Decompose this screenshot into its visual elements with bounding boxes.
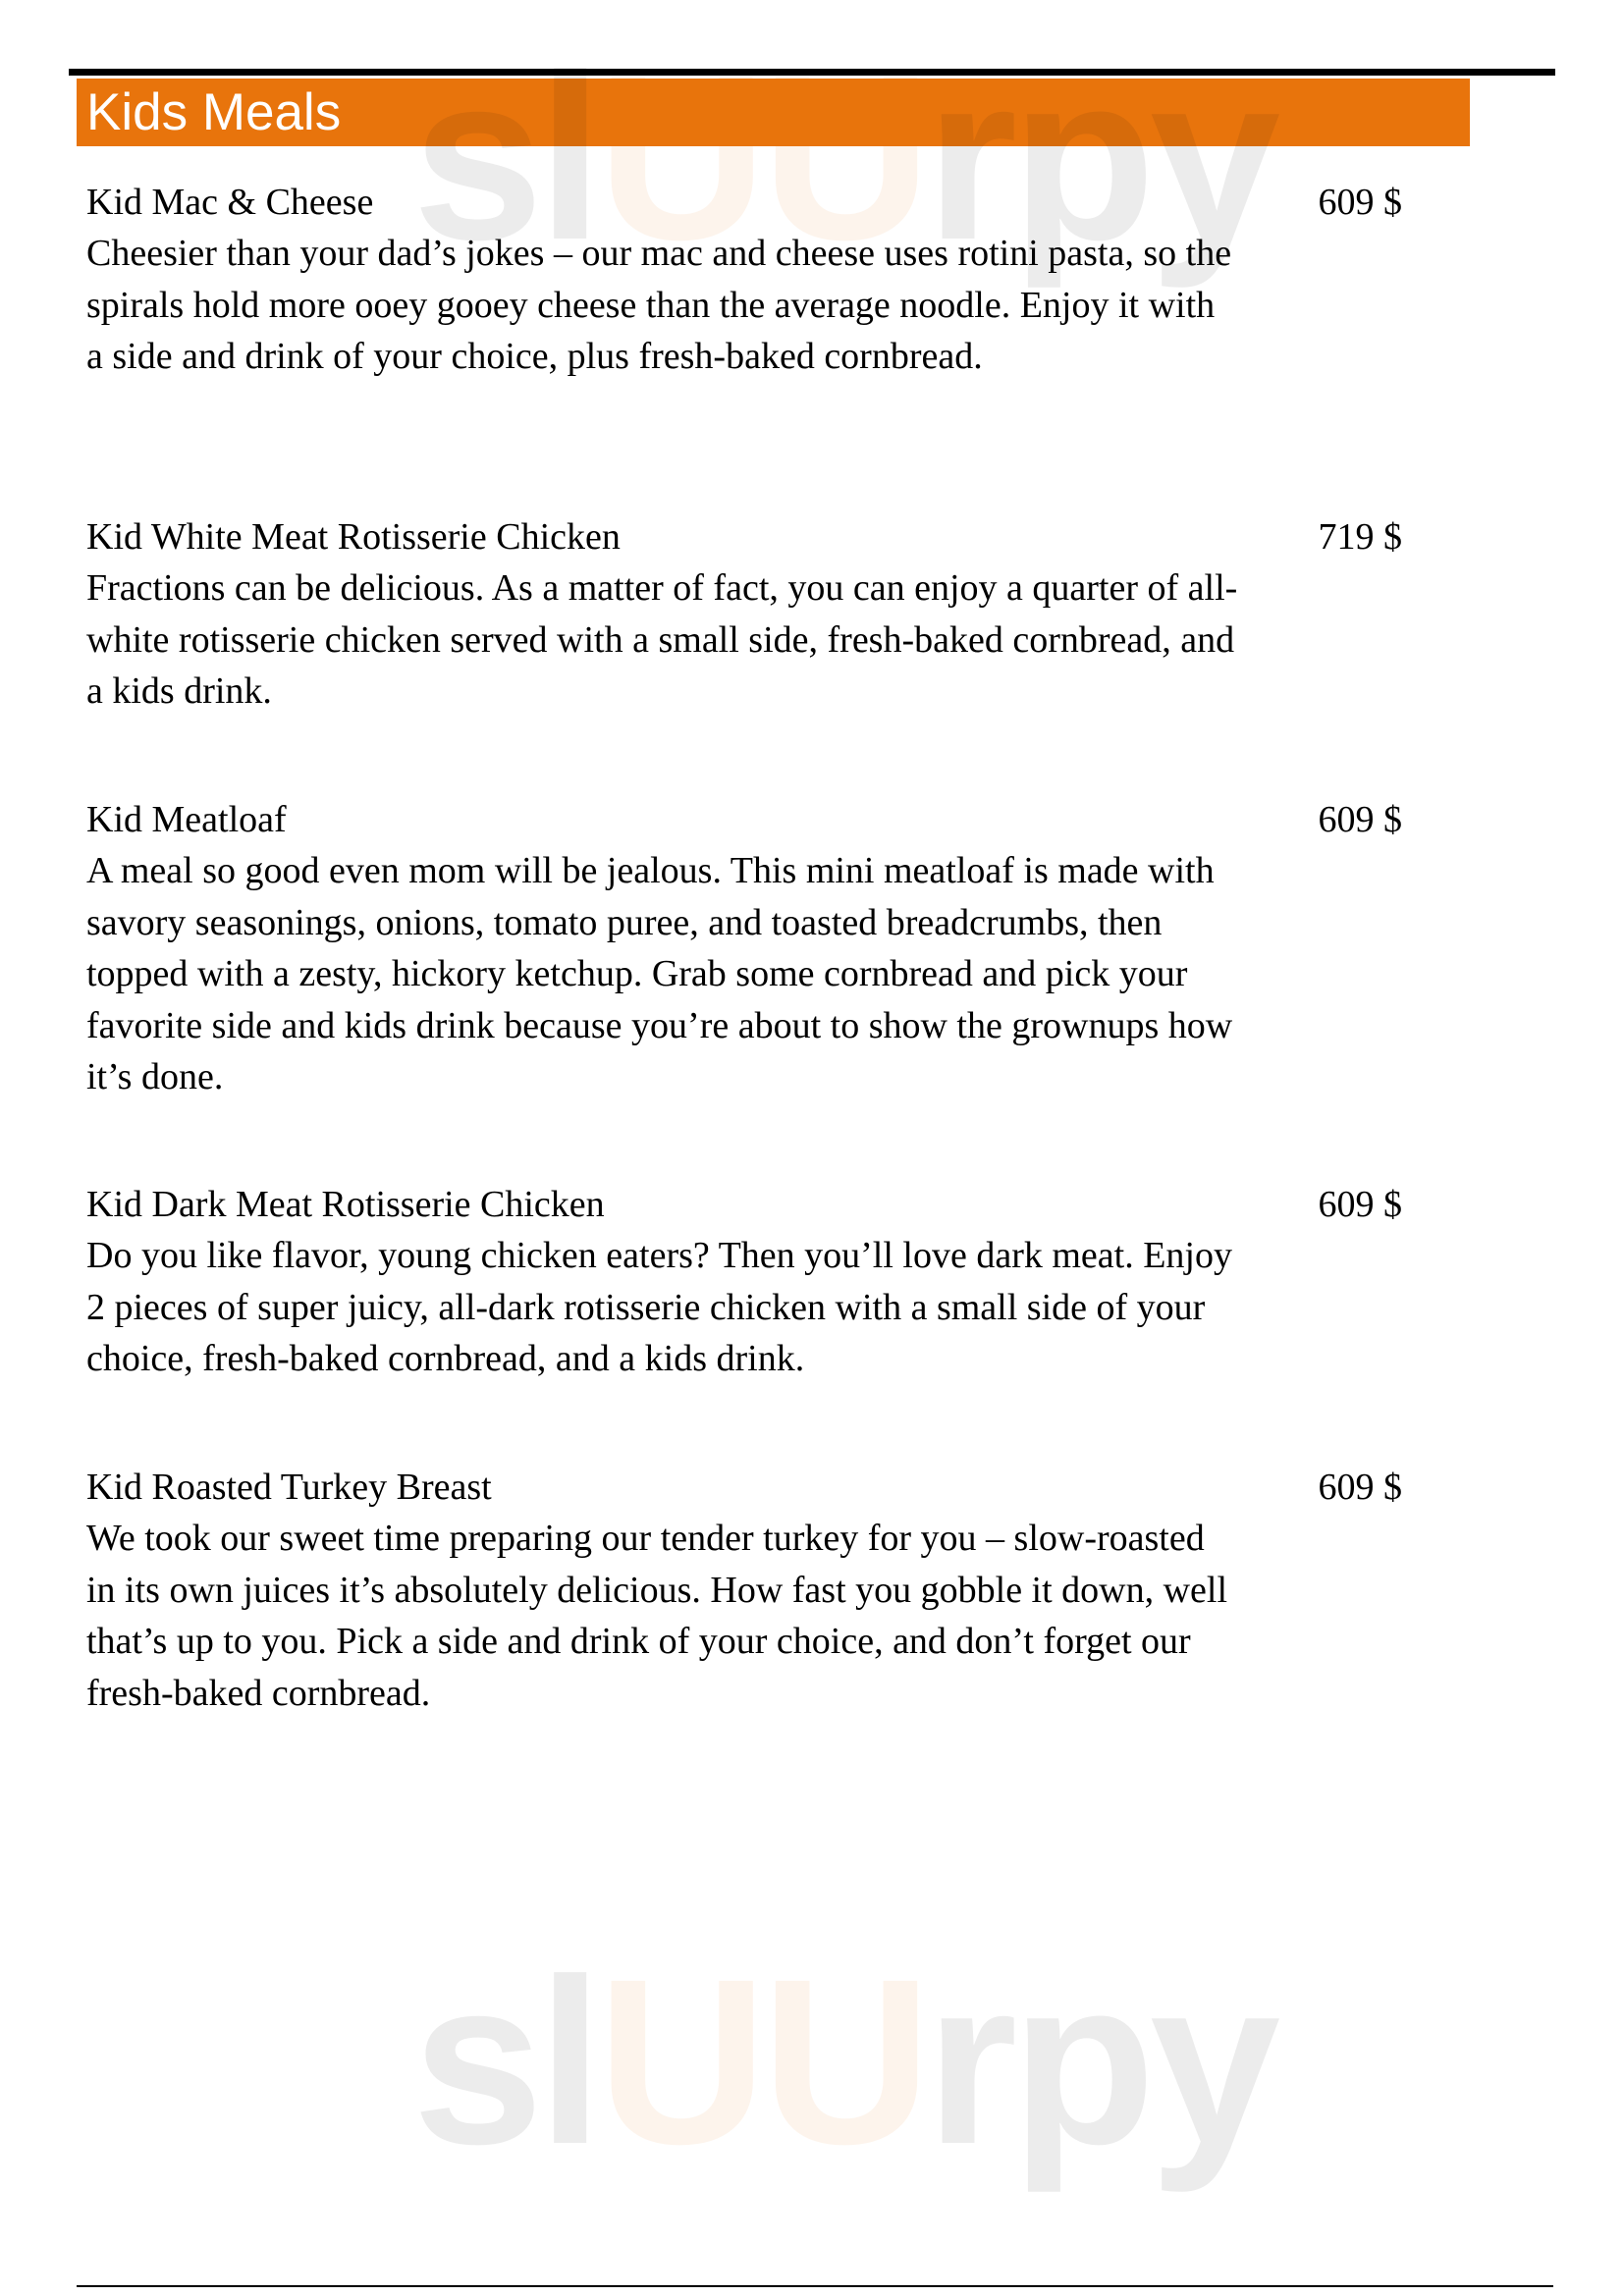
section-title: Kids Meals: [86, 83, 342, 141]
menu-item: [86, 794, 1402, 1103]
item-name: Kid White Meat Rotisserie Chicken: [86, 516, 621, 558]
bottom-rule: [77, 2285, 1553, 2287]
menu-item: [86, 1462, 1402, 1719]
item-description: Fractions can be delicious. As a matter of fact, you can enjoy a quarter of all-white rotisserie chicken served with a small side, fresh-baked cornbread, and a kids drink.: [86, 567, 1238, 712]
item-description: Do you like flavor, young chicken eaters? Then you’ll love dark meat. Enjoy 2 pieces of super juicy, all-dark rotisserie chicken with a small side of your choice, fresh-baked cornbread, and a kids drink.: [86, 1235, 1232, 1379]
menu-item: [86, 1179, 1402, 1385]
item-price: 609 $: [1318, 799, 1402, 840]
item-name: Kid Mac & Cheese: [86, 182, 374, 223]
item-price: 719 $: [1318, 516, 1402, 558]
watermark-logo-top: slUUrpy: [412, 26, 1275, 289]
item-name: Kid Dark Meat Rotisserie Chicken: [86, 1184, 605, 1225]
item-description: Cheesier than your dad’s jokes – our mac and cheese uses rotini pasta, so the spirals hold more ooey gooey cheese than the average noodle. Enjoy it with a side and drink of your choice, plus fresh-baked cornbread.: [86, 233, 1232, 377]
item-description: A meal so good even mom will be jealous. This mini meatloaf is made with savory seasonings, onions, tomato puree, and toasted breadcrumbs, then topped with a zesty, hickory ketchup. Grab some cornbread and pick your favorite side and kids drink because you’re about to show the grownups how it’s done.: [86, 850, 1233, 1097]
item-description: We took our sweet time preparing our tender turkey for you – slow-roasted in its own juices it’s absolutely delicious. How fast you gobble it down, well that’s up to you. Pick a side and drink of your choice, and don’t forget our fresh-baked cornbread.: [86, 1518, 1228, 1714]
item-price: 609 $: [1318, 1467, 1402, 1508]
menu-item: [86, 511, 1402, 718]
item-name: Kid Meatloaf: [86, 799, 287, 840]
section-header: [77, 79, 1470, 146]
top-rule: [69, 69, 1555, 76]
watermark-logo-bottom: slUUrpy: [412, 1930, 1275, 2193]
menu-item: [86, 177, 1402, 383]
item-price: 609 $: [1318, 1184, 1402, 1225]
item-name: Kid Roasted Turkey Breast: [86, 1467, 492, 1508]
item-price: 609 $: [1318, 182, 1402, 223]
